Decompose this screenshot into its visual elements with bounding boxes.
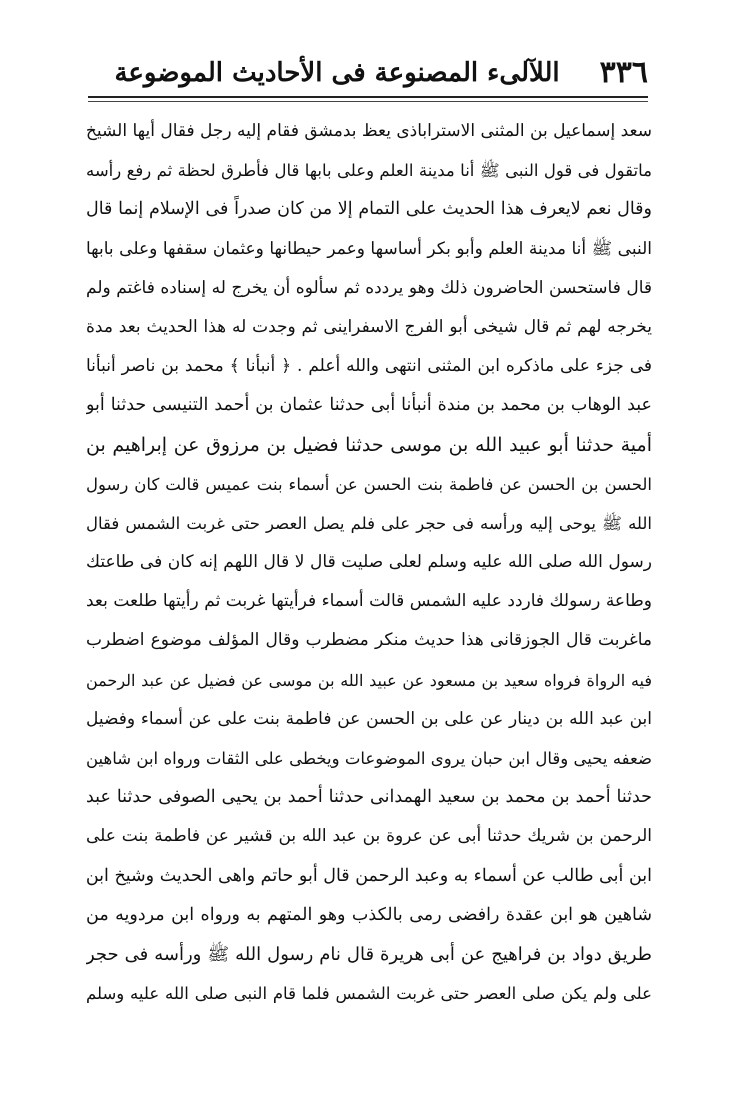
- text-line: وقال نعم لايعرف هذا الحديث على التمام إلا من كان صدراً فى الإسلام إنما قال: [86, 199, 652, 220]
- book-title: اللآلىء المصنوعة فى الأحاديث الموضوعة: [114, 58, 560, 88]
- text-line: ماتقول فى قول النبى ﷺ أنا مدينة العلم وعلى بابها قال فأطرق لحظة ثم رفع رأسه: [86, 161, 652, 181]
- text-line: يخرجه لهم ثم قال شيخى أبو الفرج الاسفراينى ثم وجدت له هذا الحديث بعد مدة: [86, 316, 652, 337]
- header-divider-thin: [88, 101, 648, 102]
- text-line: شاهين هو ابن عقدة رافضى رمى بالكذب وهو المتهم به ورواه ابن مردويه من: [86, 904, 652, 925]
- text-line: رسول الله صلى الله عليه وسلم لعلى صليت قال لا قال اللهم إنه كان فى طاعتك: [86, 552, 652, 573]
- text-line: الله ﷺ يوحى إليه ورأسه فى حجر على فلم يصل العصر حتى غربت الشمس فقال: [86, 513, 652, 533]
- text-line: طريق دواد بن فراهيج عن أبى هريرة قال نام رسول الله ﷺ ورأسه فى حجر: [86, 943, 652, 965]
- text-line: سعد إسماعيل بن المثنى الاستراباذى يعظ بدمشق فقام إليه رجل فقال أيها الشيخ: [86, 121, 652, 141]
- text-line: فيه الرواة فرواه سعيد بن مسعود عن عبيد الله بن موسى عن فضيل عن عبد الرحمن: [86, 670, 652, 690]
- text-line: النبى ﷺ أنا مدينة العلم وأبو بكر أساسها وعمر حيطانها وعثمان سقفها وعلى بابها: [86, 238, 652, 259]
- text-line: الرحمن بن شريك حدثنا أبى عن عروة بن عبد الله بن قشير عن فاطمة بنت على: [86, 826, 652, 847]
- text-line: ماغربت قال الجوزقانى هذا حديث منكر مضطرب وقال المؤلف موضوع اضطرب: [86, 630, 652, 651]
- text-line: وطاعة رسولك فاردد عليه الشمس قالت أسماء فرأيتها غربت ثم رأيتها طلعت بعد: [86, 591, 652, 612]
- text-line: الحسن بن الحسن عن فاطمة بنت الحسن عن أسماء بنت عميس قالت كان رسول: [86, 474, 652, 494]
- running-header: [88, 50, 648, 96]
- text-line: على ولم يكن صلى العصر حتى غربت الشمس فلما قام النبى صلى الله عليه وسلم: [86, 984, 652, 1004]
- header-divider: [88, 96, 648, 98]
- page-number: ٣٣٦: [599, 55, 648, 90]
- text-line: أمية حدثنا أبو عبيد الله بن موسى حدثنا فضيل بن مرزوق عن إبراهيم بن: [86, 433, 652, 456]
- text-line: ابن أبى طالب عن أسماء به وعبد الرحمن قال أبو حاتم واهى الحديث وشيخ ابن: [86, 865, 652, 886]
- text-line: ابن عبد الله بن دينار عن على بن الحسن عن فاطمة بنت على عن أسماء وفضيل: [86, 708, 652, 729]
- text-line: فى جزء على ماذكره ابن المثنى انتهى والله أعلم . ﴿ أنبأنا ﴾ محمد بن ناصر أنبأنا: [86, 356, 652, 377]
- text-line: قال فاستحسن الحاضرون ذلك وهو يردده ثم سألوه أن يخرج له إسناده فاغتم ولم: [86, 277, 652, 298]
- text-line: حدثنا أحمد بن محمد بن سعيد الهمدانى حدثنا أحمد بن يحيى الصوفى حدثنا عبد: [86, 787, 652, 808]
- text-line: عبد الوهاب بن محمد بن مندة أنبأنا أبى حدثنا عثمان بن أحمد التنيسى حدثنا أبو: [86, 395, 652, 416]
- body-text: [86, 112, 652, 1013]
- text-line: ضعفه يحيى وقال ابن حبان يروى الموضوعات ويخطى على الثقات ورواه ابن شاهين: [86, 749, 652, 768]
